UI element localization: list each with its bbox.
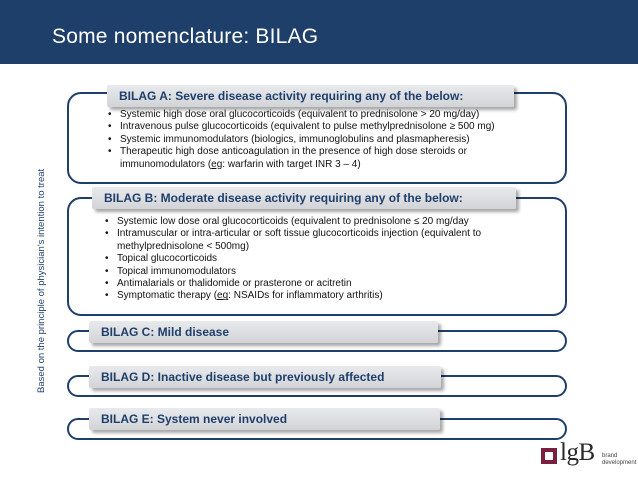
section-d-heading: BILAG D: Inactive disease but previously affected	[89, 366, 441, 388]
text-part: Symptomatic therapy (	[117, 290, 218, 302]
side-label: Based on the principle of physician's intention to treat	[36, 168, 47, 393]
section-a-list	[108, 109, 558, 171]
logo-square-icon	[541, 448, 557, 464]
brand-logo	[541, 439, 637, 471]
slide-header	[0, 0, 638, 64]
section-e-heading: BILAG E: System never involved	[89, 408, 440, 430]
section-a-heading: BILAG A: Severe disease activity requiring any of the below:	[107, 85, 514, 107]
logo-subtitle-line: development	[602, 460, 637, 466]
list-item: • Topical glucocorticoids	[105, 253, 555, 265]
list-item: • Intravenous pulse glucocorticoids (equivalent to pulse methylprednisolone ≥ 500 mg)	[108, 121, 558, 133]
eg-underlined: eg	[217, 290, 229, 302]
list-item	[105, 290, 555, 302]
list-item: • Systemic low dose oral glucocorticoids (equivalent to prednisolone ≤ 20 mg/day	[105, 216, 555, 228]
section-b-list	[105, 216, 555, 303]
text-part: : warfarin with target INR 3 – 4)	[222, 158, 361, 170]
list-item-text: Intramuscular or intra-articular or soft tissue glucocorticoids injection (equivalent to	[117, 228, 482, 240]
logo-text: lgB	[560, 439, 595, 466]
section-b-heading: BILAG B: Moderate disease activity requiring any of the below:	[92, 187, 516, 209]
list-item	[105, 228, 555, 253]
list-item-continuation: methylprednisolone < 500mg)	[117, 240, 250, 252]
logo-subtitle	[602, 453, 636, 467]
section-c-heading: BILAG C: Mild disease	[89, 321, 438, 343]
list-item-text: Therapeutic high dose anticoagulation in the presence of high dose steroids or	[120, 146, 467, 158]
eg-underlined: eg	[211, 158, 223, 170]
list-item-continuation	[120, 159, 558, 171]
list-item	[108, 146, 558, 171]
list-item: • Topical immunomodulators	[105, 266, 555, 278]
list-item: • Systemic high dose oral glucocorticoids (equivalent to prednisolone > 20 mg/day)	[108, 109, 558, 121]
list-item: • Systemic immunomodulators (biologics, immunoglobulins and plasmapheresis)	[108, 134, 558, 146]
slide-title: Some nomenclature: BILAG	[52, 25, 319, 48]
logo-subtitle-line: brand	[602, 453, 618, 459]
list-item: • Antimalarials or thalidomide or prasterone or acitretin	[105, 278, 555, 290]
text-part: immunomodulators (	[120, 158, 212, 170]
text-part: : NSAIDs for inflammatory arthritis)	[228, 290, 383, 302]
